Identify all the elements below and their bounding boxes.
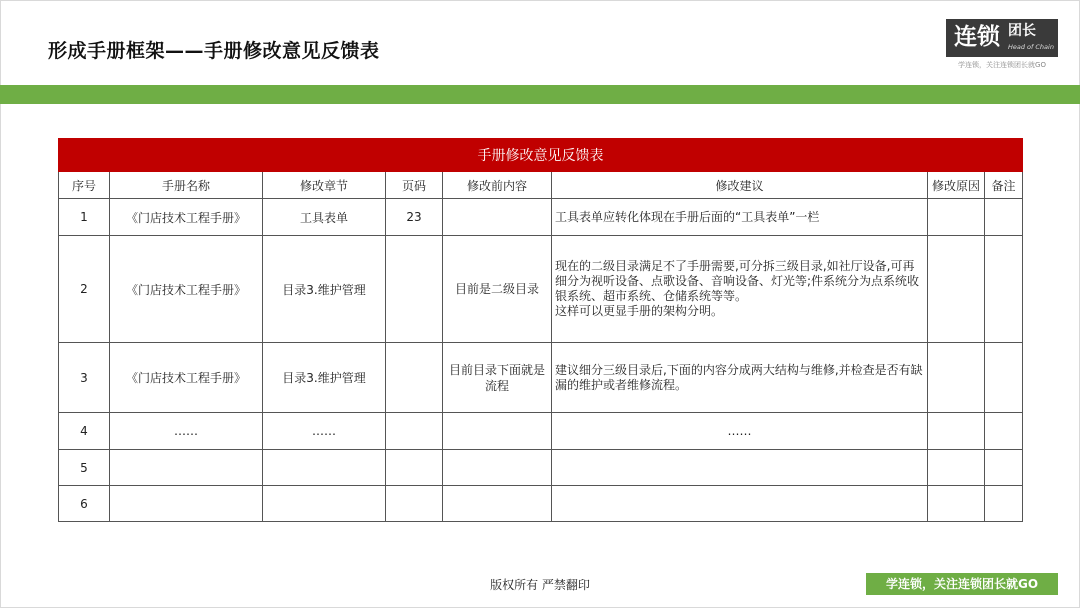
cell-page (386, 450, 443, 486)
table-row (59, 450, 1023, 486)
cell-no: 2 (59, 236, 110, 343)
column-header: 修改章节 (263, 172, 386, 199)
cell-chapter: 目录3.维护管理 (263, 343, 386, 413)
cell-reason (928, 450, 985, 486)
cell-no: 3 (59, 343, 110, 413)
table-header-row (59, 172, 1023, 199)
cell-reason (928, 343, 985, 413)
footer-slogan-badge: 学连锁，关注连锁团长就GO (866, 573, 1058, 595)
brand-logo (946, 19, 1058, 57)
table-row (59, 486, 1023, 522)
cell-page (386, 413, 443, 450)
column-header: 修改前内容 (443, 172, 552, 199)
cell-page (386, 343, 443, 413)
logo-english-text: Head of Chain (1008, 43, 1054, 51)
column-header: 页码 (386, 172, 443, 199)
cell-remark (985, 236, 1023, 343)
cell-before (443, 450, 552, 486)
cell-page (386, 236, 443, 343)
cell-manual-name (110, 486, 263, 522)
cell-manual-name: 《门店技术工程手册》 (110, 199, 263, 236)
table-row (59, 199, 1023, 236)
cell-suggestion (552, 486, 928, 522)
cell-suggestion (552, 450, 928, 486)
cell-before (443, 413, 552, 450)
cell-remark (985, 343, 1023, 413)
column-header: 修改建议 (552, 172, 928, 199)
table-row (59, 413, 1023, 450)
cell-before (443, 199, 552, 236)
cell-chapter (263, 486, 386, 522)
cell-no: 4 (59, 413, 110, 450)
cell-suggestion: …… (552, 413, 928, 450)
feedback-table (58, 138, 1023, 522)
cell-manual-name: 《门店技术工程手册》 (110, 236, 263, 343)
cell-chapter: 目录3.维护管理 (263, 236, 386, 343)
cell-reason (928, 413, 985, 450)
cell-manual-name: …… (110, 413, 263, 450)
header-divider-bar (0, 85, 1080, 104)
cell-reason (928, 236, 985, 343)
cell-reason (928, 486, 985, 522)
logo-side-text: 团长 (1008, 23, 1036, 39)
cell-remark (985, 450, 1023, 486)
cell-suggestion: 工具表单应转化体现在手册后面的“工具表单”一栏 (552, 199, 928, 236)
cell-page (386, 486, 443, 522)
column-header: 备注 (985, 172, 1023, 199)
table-caption: 手册修改意见反馈表 (59, 139, 1023, 172)
column-header: 序号 (59, 172, 110, 199)
table-row (59, 343, 1023, 413)
column-header: 修改原因 (928, 172, 985, 199)
cell-reason (928, 199, 985, 236)
copyright-notice: 版权所有 严禁翻印 (490, 578, 590, 592)
cell-before (443, 486, 552, 522)
cell-remark (985, 413, 1023, 450)
page-title: 形成手册框架——手册修改意见反馈表 (48, 40, 380, 62)
column-header: 手册名称 (110, 172, 263, 199)
cell-suggestion: 建议细分三级目录后,下面的内容分成两大结构与维修,并检查是否有缺漏的维护或者维修流程。 (552, 343, 928, 413)
cell-no: 1 (59, 199, 110, 236)
cell-remark (985, 199, 1023, 236)
cell-suggestion: 现在的二级目录满足不了手册需要,可分拆三级目录,如社厅设备,可再细分为视听设备、点歌设备、音响设备、灯光等;件系统分为点系统收银系统、超市系统、仓储系统等等。 这样可以更显手册的架构分明。 (552, 236, 928, 343)
cell-manual-name (110, 450, 263, 486)
cell-no: 6 (59, 486, 110, 522)
cell-manual-name: 《门店技术工程手册》 (110, 343, 263, 413)
logo-main-text: 连锁 (954, 24, 1000, 50)
logo-tagline: 学连锁，关注连锁团长就GO (958, 61, 1046, 69)
cell-remark (985, 486, 1023, 522)
cell-chapter: …… (263, 413, 386, 450)
cell-page: 23 (386, 199, 443, 236)
cell-chapter (263, 450, 386, 486)
cell-chapter: 工具表单 (263, 199, 386, 236)
table-row (59, 236, 1023, 343)
cell-before: 目前目录下面就是流程 (443, 343, 552, 413)
cell-before: 目前是二级目录 (443, 236, 552, 343)
cell-no: 5 (59, 450, 110, 486)
